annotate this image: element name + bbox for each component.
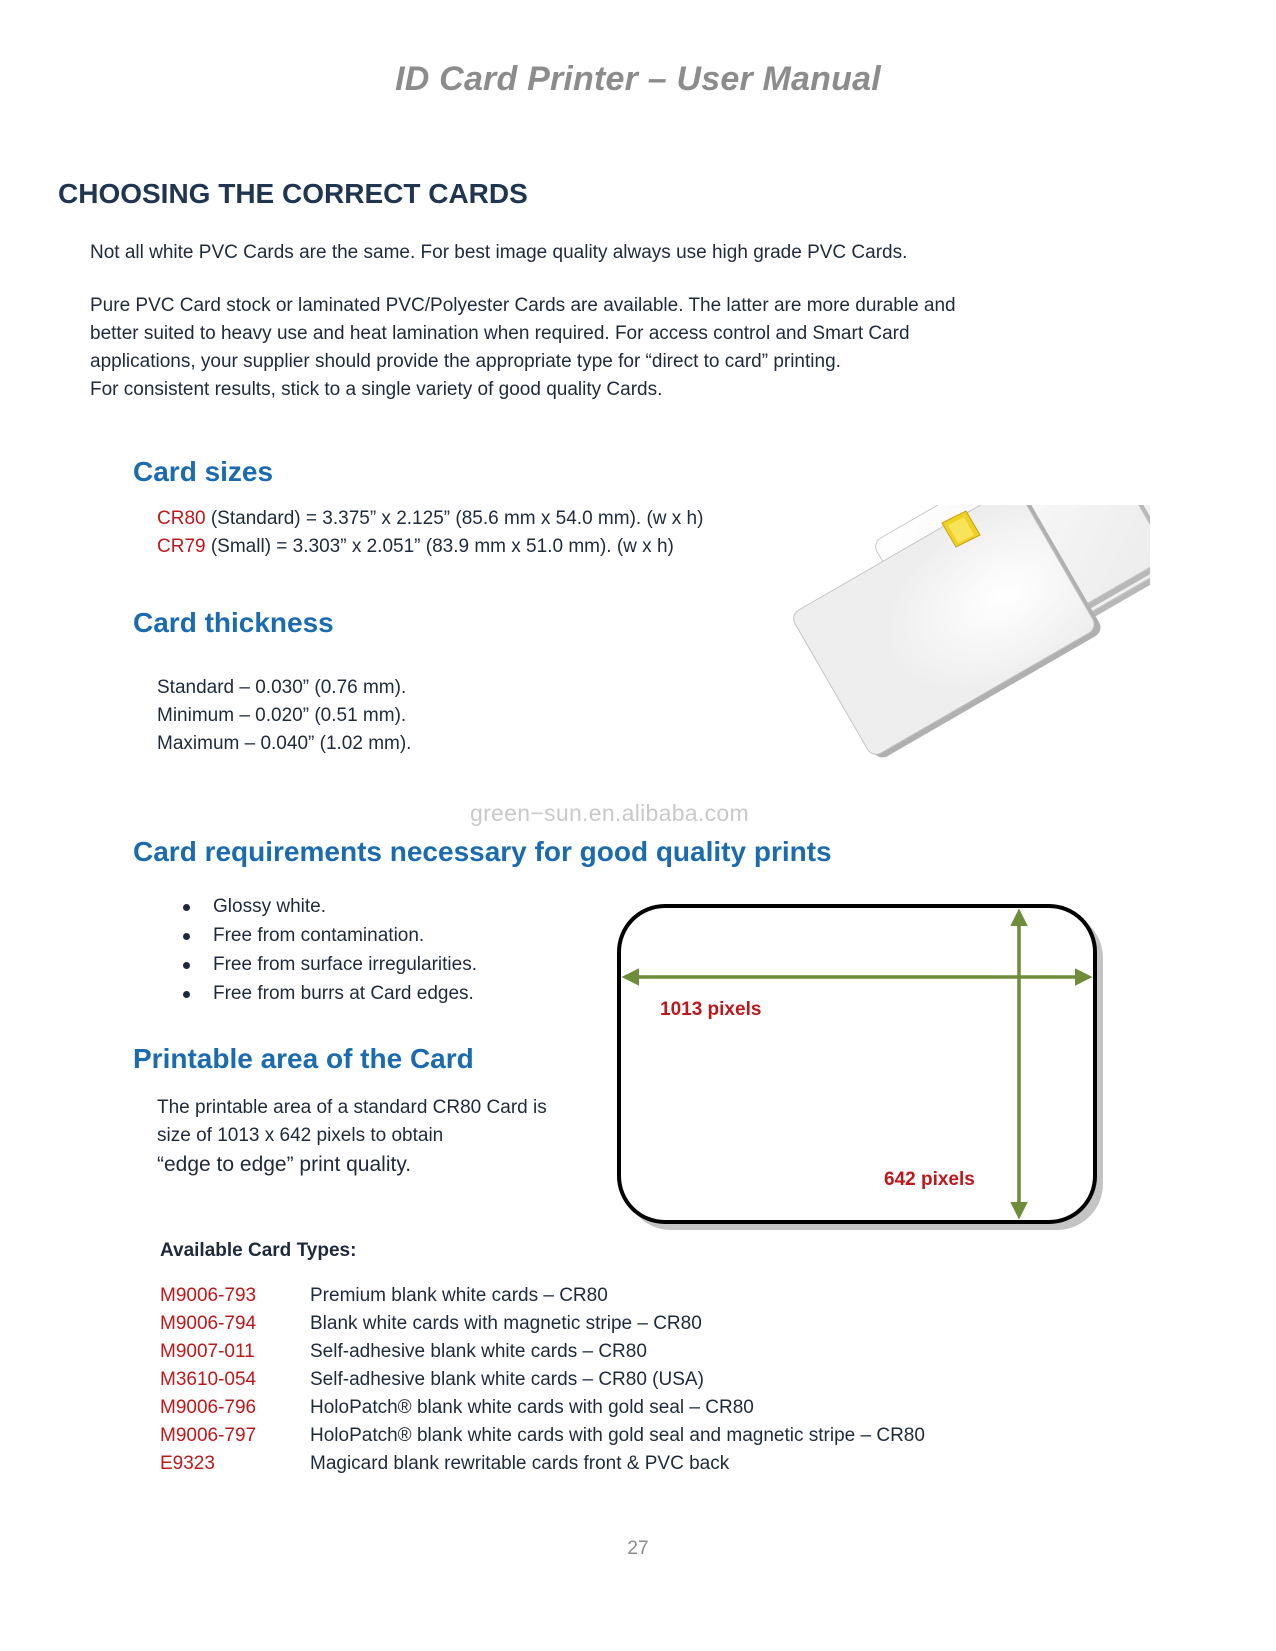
printable-line: The printable area of a standard CR80 Card is [157, 1097, 547, 1118]
card-size-cr80 [157, 505, 703, 533]
intro-line: better suited to heavy use and heat lamination when required. For access control and Smart Card [90, 323, 910, 344]
printable-line: size of 1013 x 642 pixels to obtain [157, 1125, 444, 1146]
height-label: 642 pixels [884, 1169, 975, 1190]
type-code: M3610-054 [160, 1369, 257, 1390]
type-code: M9006-794 [160, 1313, 257, 1334]
stacked-cards-illustration [790, 505, 1150, 770]
size-code: CR80 [157, 508, 206, 529]
type-code: M9007-011 [160, 1341, 255, 1362]
thickness-standard: Standard – 0.030” (0.76 mm). [157, 677, 407, 698]
thickness-minimum: Minimum – 0.020” (0.51 mm). [157, 705, 407, 726]
list-item: Glossy white. [157, 892, 477, 921]
card-sizes-list [157, 505, 703, 561]
card-types-title: Available Card Types: [160, 1240, 357, 1261]
type-code: M9006-793 [160, 1285, 257, 1306]
type-desc: Self-adhesive blank white cards – CR80 [310, 1341, 647, 1362]
section-title: CHOOSING THE CORRECT CARDS [58, 178, 528, 209]
card-sizes-heading: Card sizes [133, 456, 274, 487]
type-code: M9006-797 [160, 1425, 257, 1446]
type-desc: Self-adhesive blank white cards – CR80 (USA) [310, 1369, 704, 1390]
page-header-title: ID Card Printer – User Manual [395, 60, 881, 98]
type-code: E9323 [160, 1453, 215, 1474]
size-spec: (Standard) = 3.375” x 2.125” (85.6 mm x 54.0 mm). (w x h) [205, 508, 704, 529]
intro-paragraph-2 [90, 292, 956, 404]
intro-line: For consistent results, stick to a single variety of good quality Cards. [90, 379, 663, 400]
type-desc: HoloPatch® blank white cards with gold seal – CR80 [310, 1397, 754, 1418]
thickness-maximum: Maximum – 0.040” (1.02 mm). [157, 733, 412, 754]
page-number: 27 [627, 1538, 649, 1559]
list-item: Free from surface irregularities. [157, 950, 477, 979]
requirements-list [157, 892, 477, 1008]
list-item: Free from contamination. [157, 921, 477, 950]
printable-area-heading: Printable area of the Card [133, 1043, 474, 1074]
printable-line: “edge to edge” print quality. [157, 1153, 412, 1176]
printable-area-diagram [615, 902, 1115, 1242]
type-desc: Magicard blank rewritable cards front & PVC back [310, 1453, 730, 1474]
size-spec: (Small) = 3.303” x 2.051” (83.9 mm x 51.0 mm). (w x h) [205, 536, 674, 557]
card-thickness-heading: Card thickness [133, 607, 334, 638]
requirements-heading: Card requirements necessary for good quality prints [133, 836, 832, 867]
size-code: CR79 [157, 536, 206, 557]
printable-area-text [157, 1094, 547, 1180]
type-code: M9006-796 [160, 1397, 257, 1418]
card-thickness-list [157, 674, 411, 758]
list-item: Free from burrs at Card edges. [157, 979, 477, 1008]
intro-line: Pure PVC Card stock or laminated PVC/Polyester Cards are available. The latter are more durable and [90, 295, 956, 316]
type-desc: Blank white cards with magnetic stripe – CR80 [310, 1313, 702, 1334]
type-desc: HoloPatch® blank white cards with gold seal and magnetic stripe – CR80 [310, 1425, 925, 1446]
width-label: 1013 pixels [660, 999, 762, 1020]
intro-line: applications, your supplier should provide the appropriate type for “direct to card” printing. [90, 351, 841, 372]
type-desc: Premium blank white cards – CR80 [310, 1285, 608, 1306]
intro-paragraph-1: Not all white PVC Cards are the same. For best image quality always use high grade PVC Cards. [90, 242, 908, 263]
card-size-cr79 [157, 533, 703, 561]
watermark-text: green−sun.en.alibaba.com [470, 800, 749, 826]
